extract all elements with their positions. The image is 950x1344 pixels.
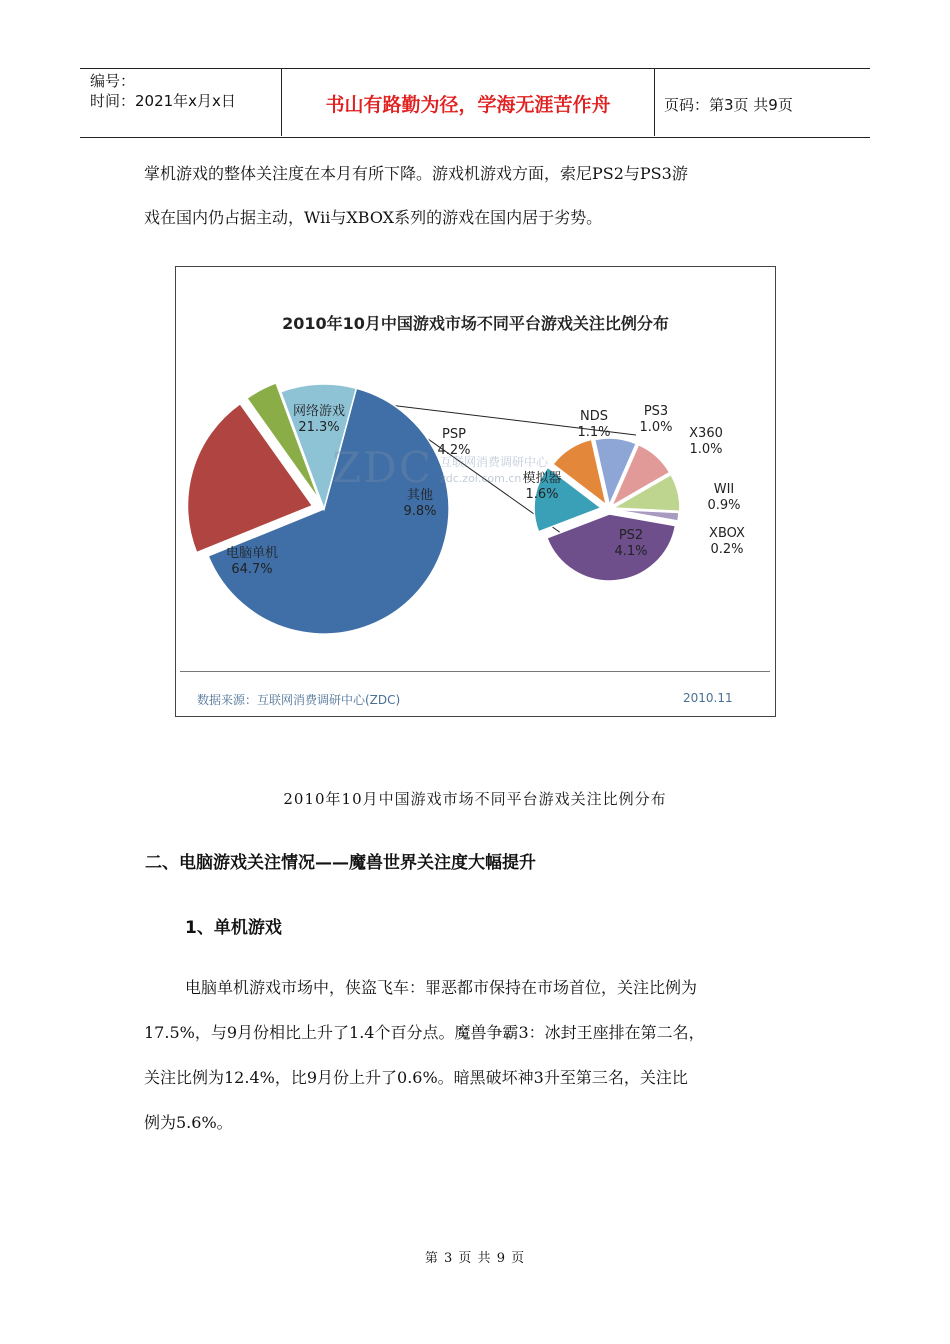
pie-label-2: 网络游戏 21.3% bbox=[292, 404, 346, 435]
subsection-heading: 1、单机游戏 bbox=[185, 918, 282, 938]
breakdown-label-1: PS2 4.1% bbox=[614, 528, 648, 559]
pie-label-4: 其他 9.8% bbox=[403, 488, 437, 519]
section-heading: 二、电脑游戏关注情况——魔兽世界关注度大幅提升 bbox=[145, 853, 536, 873]
watermark-logo: ZDC bbox=[332, 443, 433, 492]
watermark-name: 互联网消费调研中心 bbox=[440, 455, 549, 469]
code-label: 编号： bbox=[90, 72, 136, 90]
header-meta bbox=[90, 71, 236, 111]
body-line-2: 17.5%，与9月份相比上升了1.4个百分点。魔兽争霸3：冰封王座排在第二名， bbox=[144, 1023, 705, 1042]
date-label: 时间：2021年x月x日 bbox=[90, 92, 236, 110]
figure-divider bbox=[180, 671, 770, 672]
pie-chart bbox=[176, 267, 775, 716]
header-motto: 书山有路勤为径，学海无涯苦作舟 bbox=[325, 94, 611, 116]
body-line-3: 关注比例为12.4%，比9月份上升了0.6%。暗黑破坏神3升至第三名，关注比 bbox=[144, 1068, 688, 1087]
pie-label-3: PSP 4.2% bbox=[437, 427, 471, 458]
intro-line-1: 掌机游戏的整体关注度在本月有所下降。游戏机游戏方面，索尼PS2与PS3游 bbox=[144, 164, 688, 183]
breakdown-label-4: PS3 1.0% bbox=[639, 404, 673, 435]
breakdown-label-3: NDS 1.1% bbox=[577, 409, 611, 440]
chart-title: 2010年10月中国游戏市场不同平台游戏关注比例分布 bbox=[282, 314, 669, 333]
breakdown-label-6: WII 0.9% bbox=[707, 482, 741, 513]
figure-date: 2010.11 bbox=[683, 691, 733, 705]
watermark-url: zdc.zol.com.cn bbox=[440, 472, 522, 485]
header-divider bbox=[654, 68, 655, 136]
breakdown-label-2: 模拟器 1.6% bbox=[522, 471, 562, 502]
figure-caption: 2010年10月中国游戏市场不同平台游戏关注比例分布 bbox=[283, 790, 667, 808]
chart-figure bbox=[175, 266, 776, 717]
breakdown-slice-1 bbox=[547, 514, 676, 581]
figure-source: 数据来源：互联网消费调研中心(ZDC) bbox=[197, 693, 401, 707]
intro-line-2: 戏在国内仍占据主动，Wii与XBOX系列的游戏在国内居于劣势。 bbox=[144, 208, 603, 227]
page-footer: 第 3 页 共 9 页 bbox=[424, 1251, 526, 1266]
breakdown-label-5: X360 1.0% bbox=[689, 426, 723, 457]
header-divider bbox=[281, 68, 282, 136]
body-line-4: 例为5.6%。 bbox=[144, 1113, 233, 1132]
header-page-number: 页码：第3页 共9页 bbox=[664, 96, 793, 114]
breakdown-label-7: XBOX 0.2% bbox=[709, 526, 745, 557]
body-line-1: 电脑单机游戏市场中，侠盗飞车：罪恶都市保持在市场首位，关注比例为 bbox=[185, 978, 698, 997]
pie-label-1: 电脑单机 64.7% bbox=[225, 546, 279, 577]
